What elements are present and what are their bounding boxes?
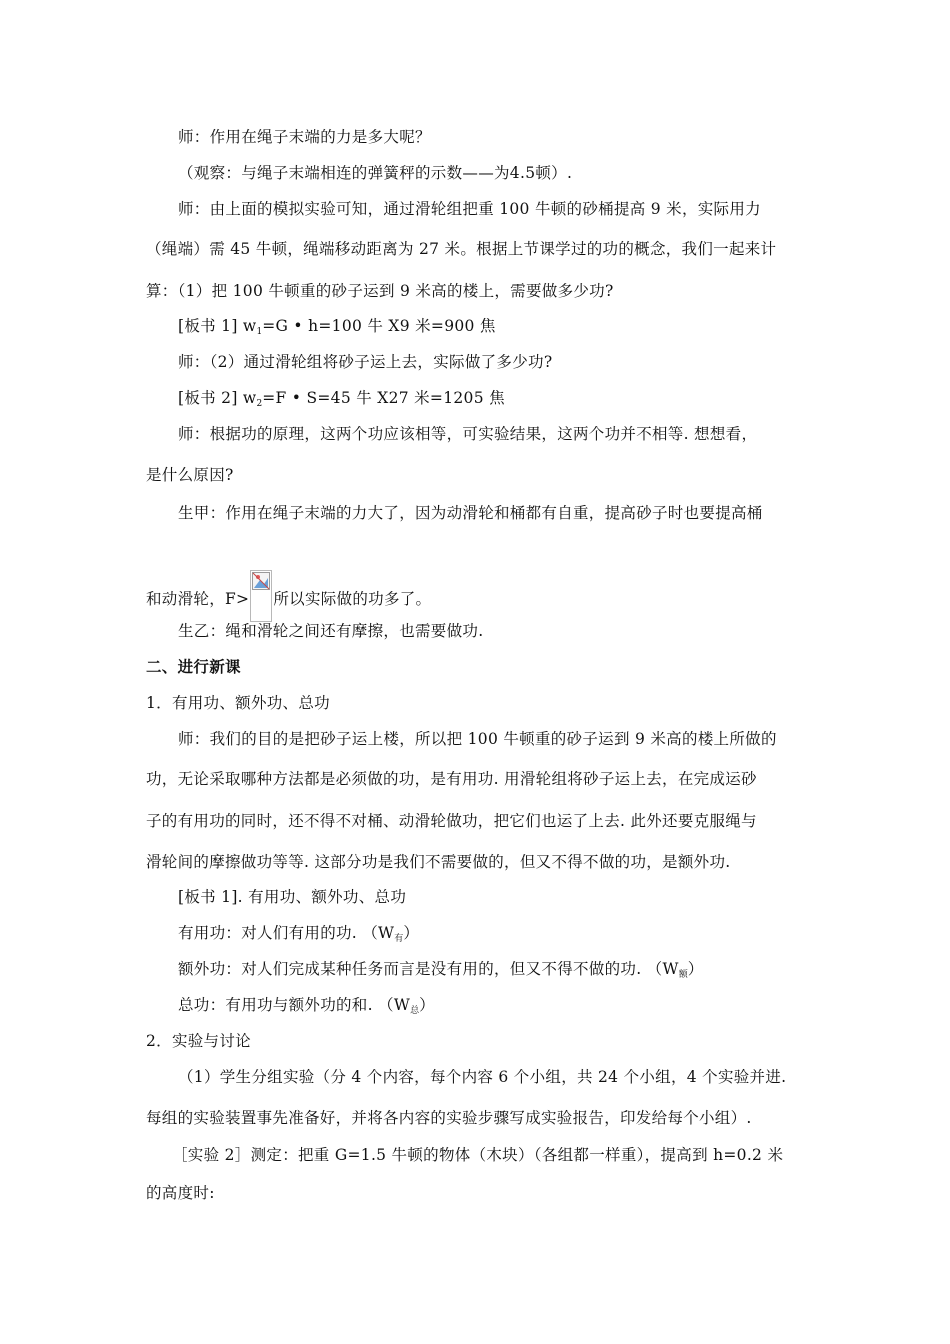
text-line: 生甲：作用在绳子末端的力大了，因为动滑轮和桶都有自重，提高砂子时也要提高桶 [178,504,763,522]
text-line: 功，无论采取哪种方法都是必须做的功，是有用功. 用滑轮组将砂子运上去，在完成运砂 [146,770,757,788]
text-line: （绳端）需 45 牛顿，绳端移动距离为 27 米。根据上节课学过的功的概念，我们一起来计 [146,240,777,258]
paragraph-continuation [0,570,950,622]
subscript: 额 [678,970,688,980]
text-line: 所以实际做的功多了。 [273,590,432,608]
text-line: 和动滑轮，F> [146,590,250,608]
paragraph [0,620,950,642]
board-note-2 [0,387,950,415]
text-line: 滑轮间的摩擦做功等等. 这部分功是我们不需要做的，但又不得不做的功，是额外功. [146,853,731,871]
text-line: 每组的实验装置事先准备好，并将各内容的实验步骤写成实验报告，印发给每个小组）. [146,1109,752,1127]
text-line: 师：由上面的模拟实验可知，通过滑轮组把重 100 牛顿的砂桶提高 9 米，实际用力 [178,200,761,218]
text-line: （1）学生分组实验（分 4 个内容，每个内容 6 个小组，共 24 个小组，4 个实验并进. [178,1068,787,1086]
paragraph-continuation [0,851,950,873]
text-line: ） [687,960,704,978]
paragraph [0,423,950,445]
subscript: 有 [394,934,404,944]
text-line: ） [419,996,435,1014]
subsection-heading [0,692,950,714]
section-heading [0,656,950,678]
text-line: ） [403,924,420,942]
text-line: 生乙：绳和滑轮之间还有摩擦，也需要做功. [178,622,484,640]
paragraph [0,1144,950,1166]
text-line: 2．实验与讨论 [146,1032,251,1050]
text-line: 总功：有用功与额外功的和. （W [178,996,411,1014]
board-note [0,886,950,908]
text-line: 1．有用功、额外功、总功 [146,694,330,712]
text-line: 师：根据功的原理，这两个功应该相等，可实验结果，这两个功并不相等. 想想看， [178,425,758,443]
text-line: 师：（2）通过滑轮组将砂子运上去，实际做了多少功? [178,353,553,371]
paragraph [0,162,950,184]
text-line: 子的有用功的同时，还不得不对桶、动滑轮做功，把它们也运了上去. 此外还要克服绳与 [146,812,757,830]
paragraph-continuation [0,810,950,832]
text-line: 师：我们的目的是把砂子运上楼，所以把 100 牛顿重的砂子运到 9 米高的楼上所做的 [178,730,777,748]
text-line: 是什么原因? [146,466,234,484]
definition-total-work [0,994,950,1022]
paragraph [0,198,950,220]
paragraph [0,126,950,148]
paragraph-continuation [0,1182,950,1204]
text-line: [板书 2] w [178,389,257,407]
text-line: [板书 1] w [178,317,257,335]
paragraph-continuation [0,464,950,486]
subsection-heading [0,1030,950,1052]
text-line: [板书 1]. 有用功、额外功、总功 [178,888,407,906]
text-line: （观察：与绳子末端相连的弹簧秤的示数——为4.5顿）. [178,164,573,182]
subscript: 1 [256,327,263,337]
text-line: =G • h=100 牛 X9 米=900 焦 [262,317,496,335]
paragraph-continuation [0,768,950,790]
broken-image-icon [250,570,272,622]
paragraph-continuation [0,1107,950,1129]
text-line: 师：作用在绳子末端的力是多大呢？ [178,128,431,146]
paragraph-continuation [0,238,950,260]
subscript: 2 [256,399,263,409]
definition-useful-work [0,922,950,950]
definition-extra-work [0,958,950,986]
paragraph [0,728,950,750]
text-line: 额外功：对人们完成某种任务而言是没有用的，但又不得不做的功. （W [178,960,679,978]
text-line: ［实验 2］测定：把重 G=1.5 牛顿的物体（木块）（各组都一样重），提高到 h=0.2 米 [172,1146,784,1164]
text-line: 算：（1）把 100 牛顿重的砂子运到 9 米高的楼上，需要做多少功? [146,282,614,300]
paragraph [0,351,950,373]
paragraph [0,1066,950,1088]
heading-text: 二、进行新课 [146,658,241,676]
text-line: =F • S=45 牛 X27 米=1205 焦 [262,389,505,407]
subscript: 总 [410,1006,420,1016]
board-note-1 [0,315,950,343]
paragraph-continuation [0,280,950,302]
text-line: 有用功：对人们有用的功. （W [178,924,395,942]
text-line: 的高度时: [146,1184,215,1202]
paragraph [0,502,950,524]
